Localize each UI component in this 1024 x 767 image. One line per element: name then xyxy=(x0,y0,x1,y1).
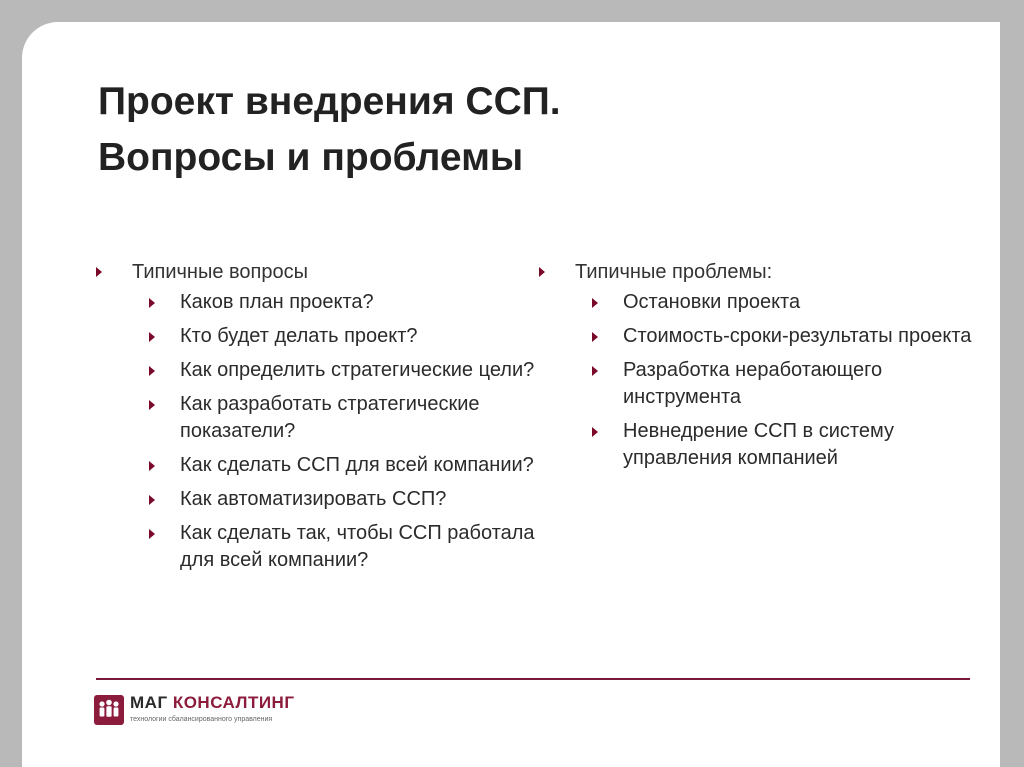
logo-name-part2: КОНСАЛТИНГ xyxy=(172,693,295,712)
bullet-arrow-icon xyxy=(539,267,545,277)
question-item xyxy=(96,486,536,513)
problems-heading: Типичные проблемы: xyxy=(575,261,773,283)
questions-heading: Типичные вопросы xyxy=(132,261,309,283)
problem-item xyxy=(539,289,979,316)
bullet-arrow-icon xyxy=(592,332,598,342)
question-item xyxy=(96,289,536,316)
logo-name xyxy=(130,693,294,713)
slide-title xyxy=(98,74,561,186)
company-logo xyxy=(94,693,294,733)
question-item xyxy=(96,391,536,445)
problem-text: Остановки проекта xyxy=(623,291,801,313)
bullet-arrow-icon xyxy=(149,400,155,410)
questions-heading-row xyxy=(96,259,536,285)
bullet-arrow-icon xyxy=(592,298,598,308)
bullet-arrow-icon xyxy=(149,298,155,308)
question-item xyxy=(96,323,536,350)
question-item xyxy=(96,452,536,479)
problems-heading-row xyxy=(539,259,979,285)
problem-item xyxy=(539,357,979,411)
problem-text: Разработка неработающего инструмента xyxy=(623,359,883,408)
bullet-arrow-icon xyxy=(149,332,155,342)
questions-list xyxy=(96,289,536,574)
slide xyxy=(22,22,1000,767)
questions-block xyxy=(96,259,536,574)
problems-block xyxy=(539,259,979,472)
title-line-2: Вопросы и проблемы xyxy=(98,136,524,179)
footer-divider xyxy=(96,678,970,680)
question-text: Кто будет делать проект? xyxy=(180,325,418,347)
question-text: Каков план проекта? xyxy=(180,291,374,313)
problem-item xyxy=(539,418,979,472)
logo-tagline: технологии сбалансированного управления xyxy=(130,716,273,723)
question-text: Как определить стратегические цели? xyxy=(180,359,535,381)
problem-item xyxy=(539,323,979,350)
question-text: Как разработать стратегические показатели? xyxy=(180,393,480,442)
bullet-arrow-icon xyxy=(592,427,598,437)
bullet-arrow-icon xyxy=(149,495,155,505)
bullet-arrow-icon xyxy=(149,366,155,376)
problem-text: Стоимость-сроки-результаты проекта xyxy=(623,325,972,347)
question-text: Как автоматизировать ССП? xyxy=(180,488,447,510)
question-text: Как сделать так, чтобы ССП работала для всей компании? xyxy=(180,522,535,571)
logo-mark-icon xyxy=(94,695,124,725)
problem-text: Невнедрение ССП в систему управления компанией xyxy=(623,420,894,469)
problems-list xyxy=(539,289,979,472)
logo-name-part1: МАГ xyxy=(130,693,168,712)
bullet-arrow-icon xyxy=(149,529,155,539)
bullet-arrow-icon xyxy=(149,461,155,471)
questions-column xyxy=(96,259,536,581)
question-text: Как сделать ССП для всей компании? xyxy=(180,454,534,476)
question-item xyxy=(96,357,536,384)
bullet-arrow-icon xyxy=(96,267,102,277)
question-item xyxy=(96,520,536,574)
title-line-1: Проект внедрения ССП. xyxy=(98,80,561,123)
problems-column xyxy=(539,259,979,479)
people-icon xyxy=(94,695,124,725)
bullet-arrow-icon xyxy=(592,366,598,376)
